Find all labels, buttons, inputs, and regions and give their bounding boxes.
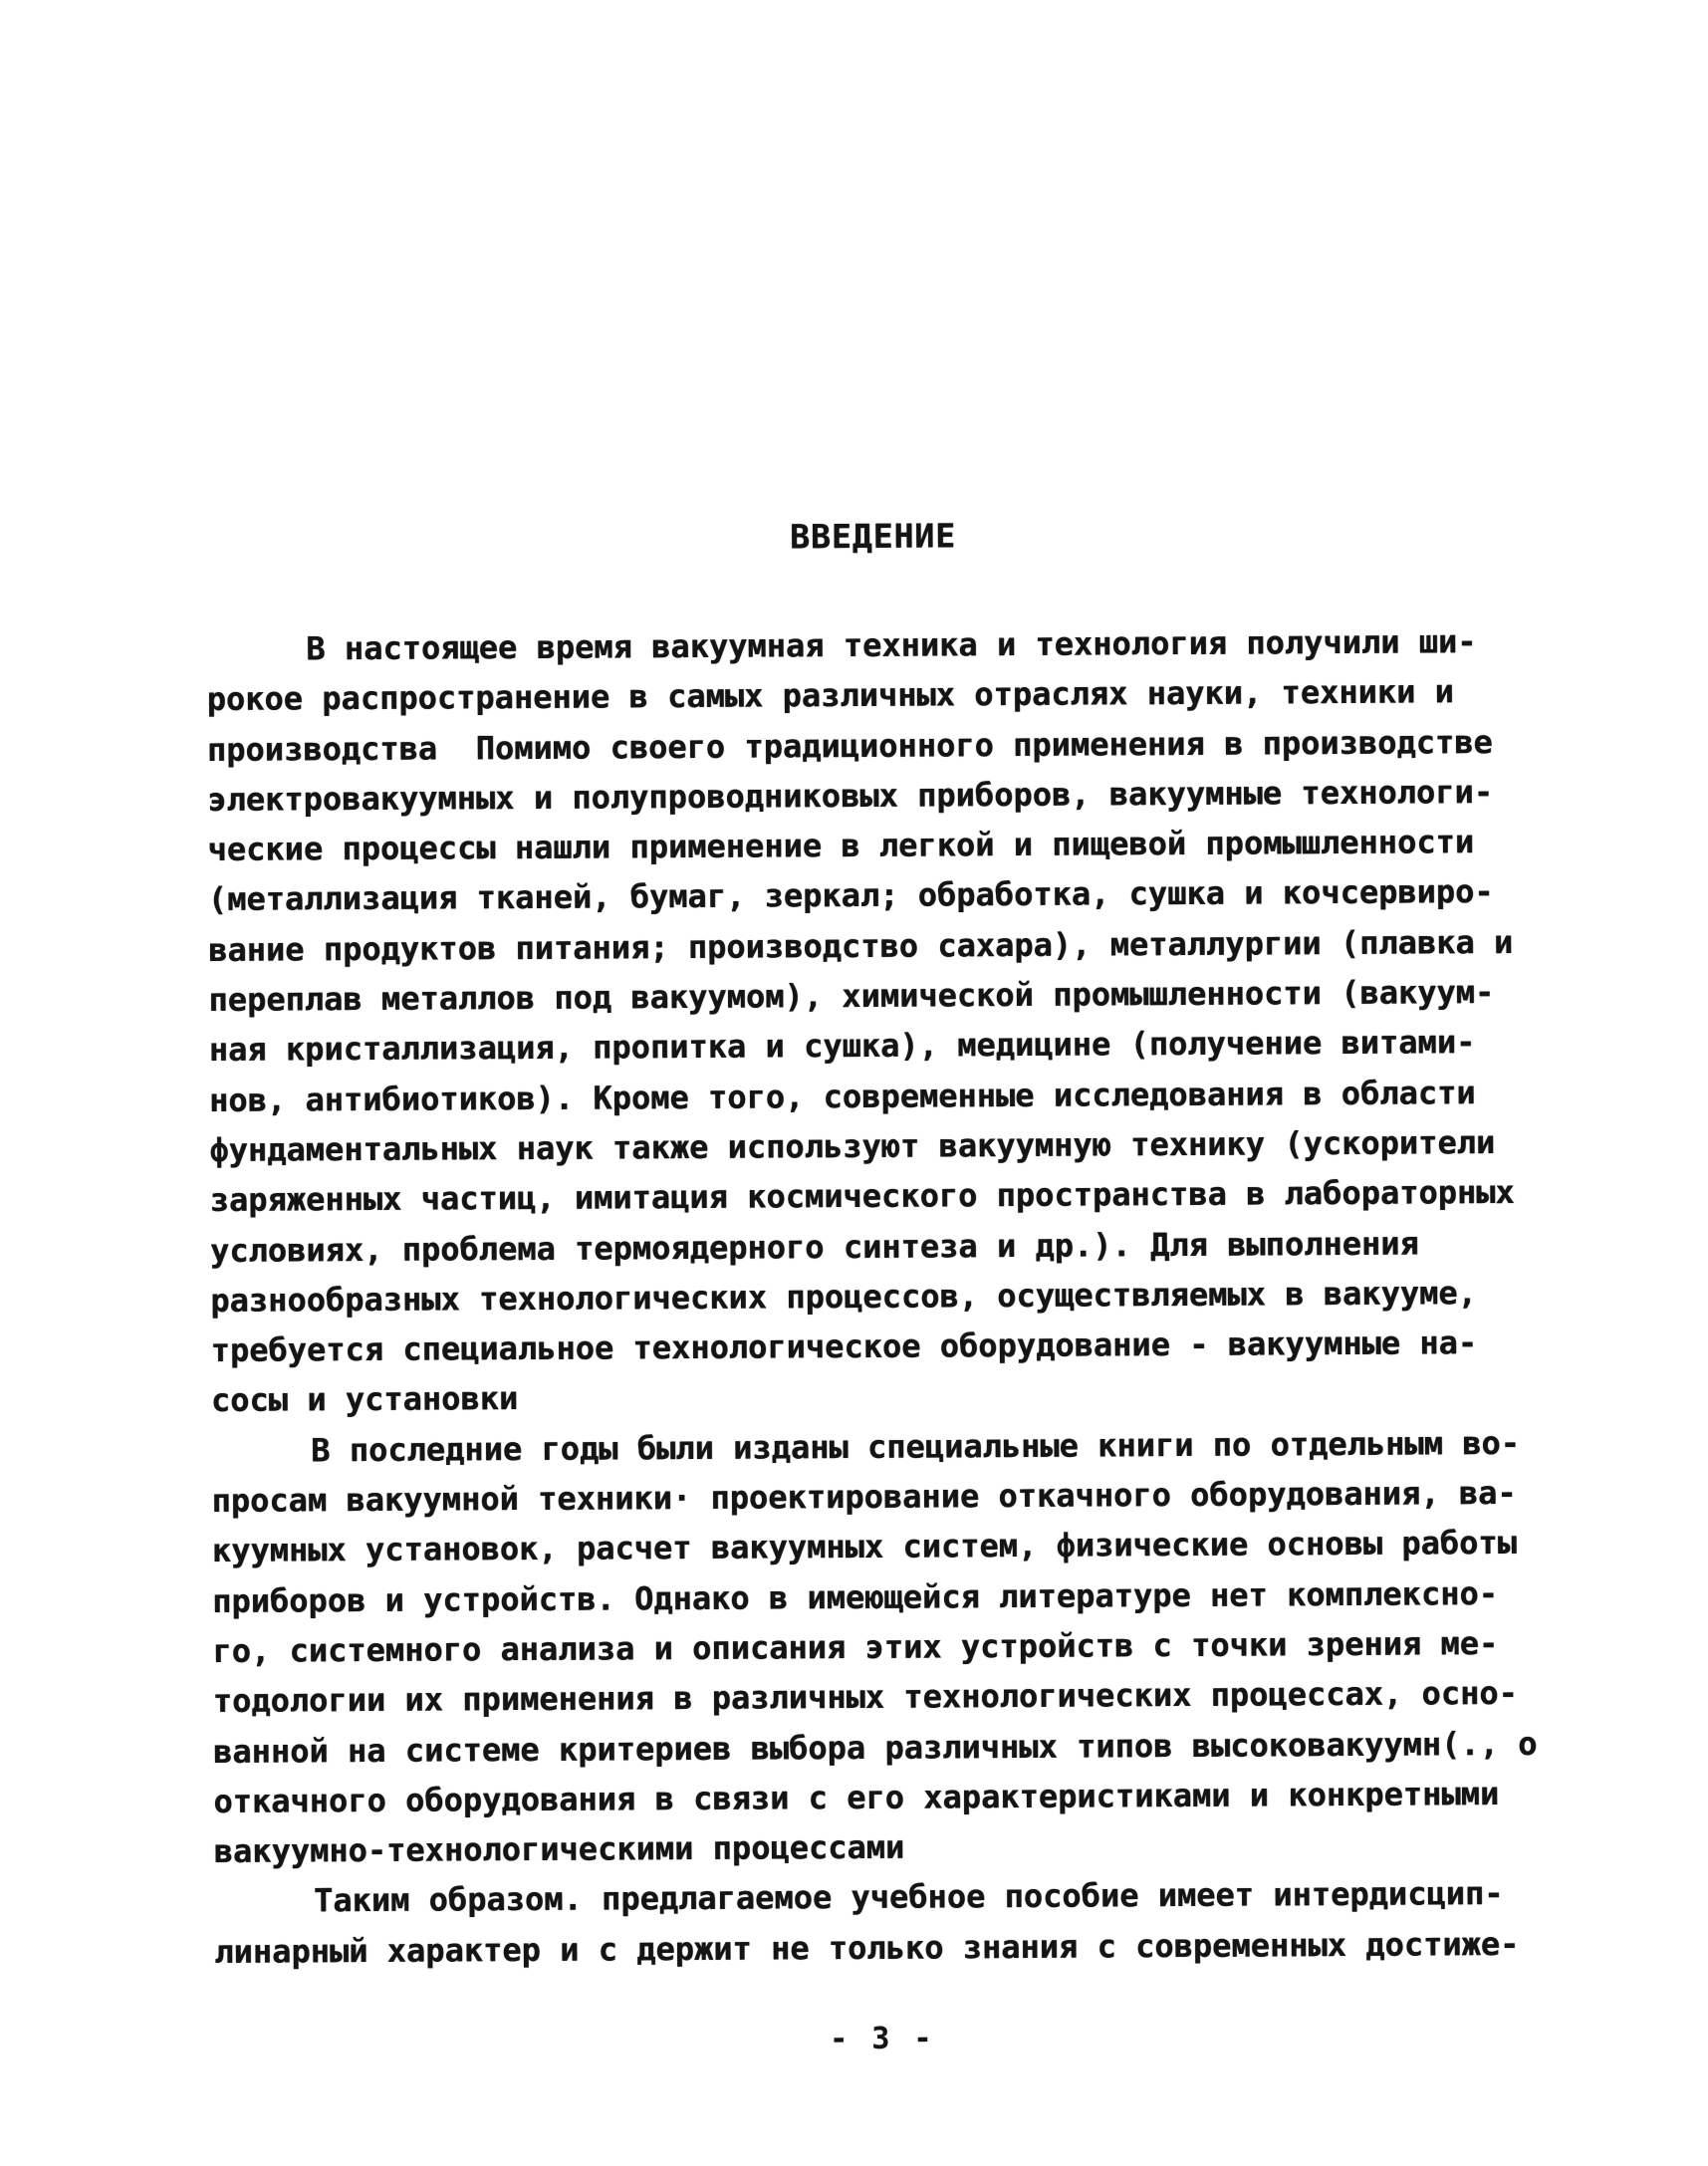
text-line: ная кристаллизация, пропитка и сушка), медицине (получение витами- [208, 1023, 1476, 1070]
text-line: вание продуктов питания; производство сахара), металлургии (плавка и [208, 922, 1514, 969]
text-line: ческие процессы нашли применение в легкой и пищевой промышленности [207, 823, 1475, 869]
text-line: Таким образом. предлагаемое учебное пособие имеет интердисцип- [313, 1874, 1504, 1920]
text-line: переплав металлов под вакуумом), химической промышленности (вакуум- [208, 973, 1495, 1020]
text-line: фундаментальных наук также используют вакуумную технику (ускорители [209, 1123, 1496, 1169]
text-line: сосы и установки [210, 1379, 519, 1420]
body-text [206, 615, 1598, 1976]
text-line: В настоящее время вакуумная техника и технология получили ши- [306, 622, 1477, 668]
text-line: го, системного анализа и описания этих устройств с точки зрения ме- [212, 1623, 1499, 1670]
text-line: куумных установок, расчет вакуумных систем, физические основы работы [211, 1524, 1518, 1570]
text-line: В последние годы были изданы специальные книги по отдельным во- [311, 1423, 1521, 1470]
text-line: ванной на системе критериев выбора различных типов высоковакуумн(., о [212, 1724, 1538, 1771]
text-line: откачного оборудования в связи с его характеристиками и конкретными [213, 1774, 1500, 1820]
text-line: (металлизация тканей, бумаг, зеркал; обработка, сушка и кочсервиро- [207, 872, 1494, 919]
text-line: рокое распространение в самых различных отраслях науки, техники и [206, 672, 1454, 719]
text-line: тодологии их применения в различных технологических процессах, осно- [212, 1674, 1518, 1721]
text-line: разнообразных технологических процессов, осуществляемых в вакууме, [210, 1274, 1477, 1320]
text-line: линарный характер и с держит не только знания с современных достиже- [214, 1924, 1520, 1971]
text-line: электровакуумных и полупроводниковых приборов, вакуумные технологи- [207, 772, 1494, 819]
page-title: ВВЕДЕНИЕ [790, 516, 957, 557]
text-line: вакуумно-технологическими процессами [213, 1827, 905, 1871]
page-number: - 3 - [830, 2021, 935, 2057]
text-line: требуется специальное технологическое оборудование - вакуумные на- [210, 1324, 1478, 1370]
text-line: просам вакуумной техники· проектирование откачного оборудования, ва- [211, 1473, 1517, 1520]
text-line: нов, антибиотиков). Кроме того, современные исследования в области [208, 1073, 1476, 1119]
text-line: производства Помимо своего традиционного применения в производстве [206, 722, 1493, 769]
text-line: приборов и устройств. Однако в имеющейся литературе нет комплексно- [212, 1573, 1499, 1620]
text-line: заряженных частиц, имитация космического пространства в лабораторных [209, 1173, 1515, 1220]
text-line: условиях, проблема термоядерного синтеза и др.). Для выполнения [209, 1224, 1419, 1270]
